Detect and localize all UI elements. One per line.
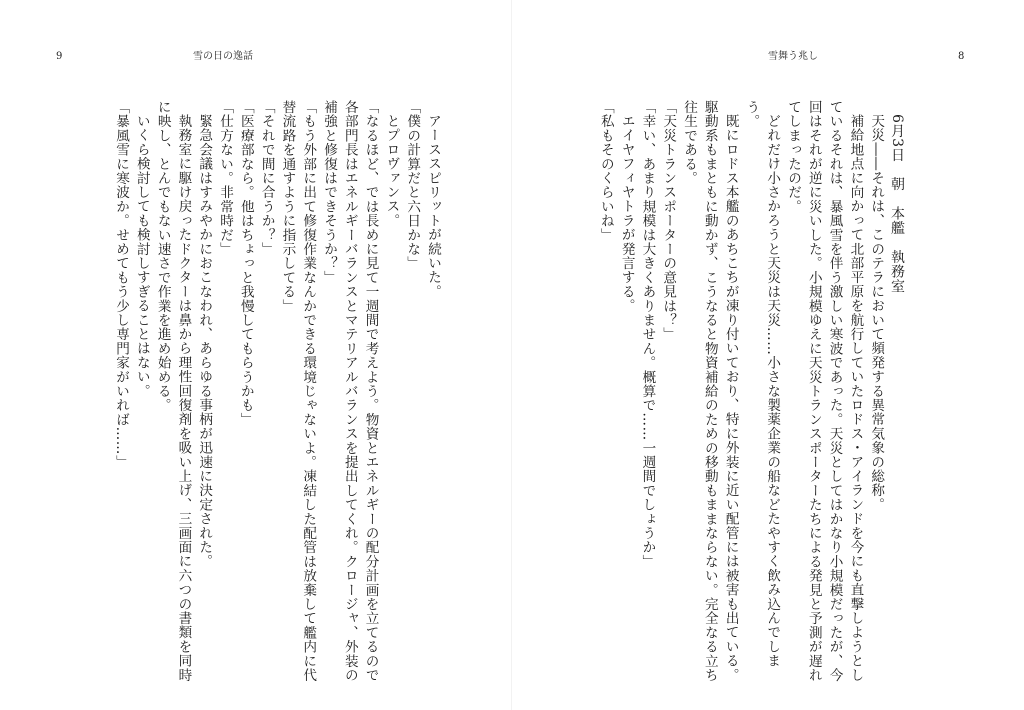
page-number-left: 9 <box>56 51 63 62</box>
paragraph: 補給地点に向かって北部平原を航行していたロドス・アイランドを今にも直撃しようとしているそれは、暴風雪を伴う激しい寒波であった。天災としてはかなり小規模だったが、今回はそれが逆に災いした。小規模ゆえに天災トランスポーターたちによる発見と予測が遅れてしまったのだ。 <box>785 100 864 683</box>
paragraph: 緊急会議はすみやかにおこなわれ、あらゆる事柄が迅速に決定された。 <box>196 113 213 568</box>
paragraph: 天災――それは、このテラにおいて頻発する異常気象の総称。 <box>868 113 885 512</box>
paragraph: どれだけ小さかろうと天災は天災……小さな製薬企業の船などたやすく飲み込んでしまう。 <box>743 100 781 668</box>
dialogue: 「医療部なら。他はちょっと我慢してもらうかも」 <box>237 100 254 427</box>
dialogue: 「もう外部に出て修復作業なんかできる環境じゃないよ。凍結した配管は放棄して艦内に代替流路を通すように指示してる」 <box>279 100 317 683</box>
section-heading: 6月3日 朝 本艦 執務室 <box>889 114 905 294</box>
paragraph: 既にロドス本艦のあちこちが凍り付いており、特に外装に近い配管には被害も出ている。駆動系もまともに動かず、こうなると物資補給のための移動もままならない。完全なる立ち往生である。 <box>681 100 739 683</box>
page-number-right: 8 <box>958 51 965 62</box>
paragraph: エイヤフィヤトラが発言する。 <box>618 113 635 313</box>
right-page-body <box>597 100 907 690</box>
dialogue: 「僕の計算だと六日かな」 <box>404 100 421 271</box>
paragraph: いくら検討しても検討しすぎることはない。 <box>133 113 150 398</box>
paragraph: アーススピリットが続いた。 <box>425 113 441 299</box>
running-head-right: 雪舞う兆し <box>768 51 818 62</box>
paragraph: とプロヴァンス。 <box>383 113 400 228</box>
right-page <box>512 0 1024 710</box>
running-head-left: 雪の日の逸話 <box>193 51 253 62</box>
dialogue: 「天災トランスポーターの意見は？」 <box>660 100 677 342</box>
dialogue: 「幸い、あまり規模は大きくありません。概算で……一週間でしょうか」 <box>639 100 656 569</box>
dialogue: 「私もそのくらいね」 <box>597 100 614 242</box>
left-page-body <box>57 100 443 690</box>
paragraph: 執務室に駆け戻ったドクターは鼻から理性回復剤を吸い上げ、三画面に六つの書類を同時に映し、とんでもない速さで作業を進め始める。 <box>154 100 192 682</box>
dialogue: 「なるほど、では長めに見て一週間で考えよう。物資とエネルギーの配分計画を立てるので各部門長はエネルギーバランスとマテリアルバランスを提出してくれ。クロージャ、外装の補強と修復はできそうか？」 <box>321 100 379 683</box>
dialogue: 「それで間に合うか？」 <box>258 100 275 257</box>
dialogue: 「暴風雪に寒波か。せめてもう少し専門家がいれば……」 <box>113 100 130 470</box>
dialogue: 「仕方ない。非常時だ」 <box>217 100 234 257</box>
